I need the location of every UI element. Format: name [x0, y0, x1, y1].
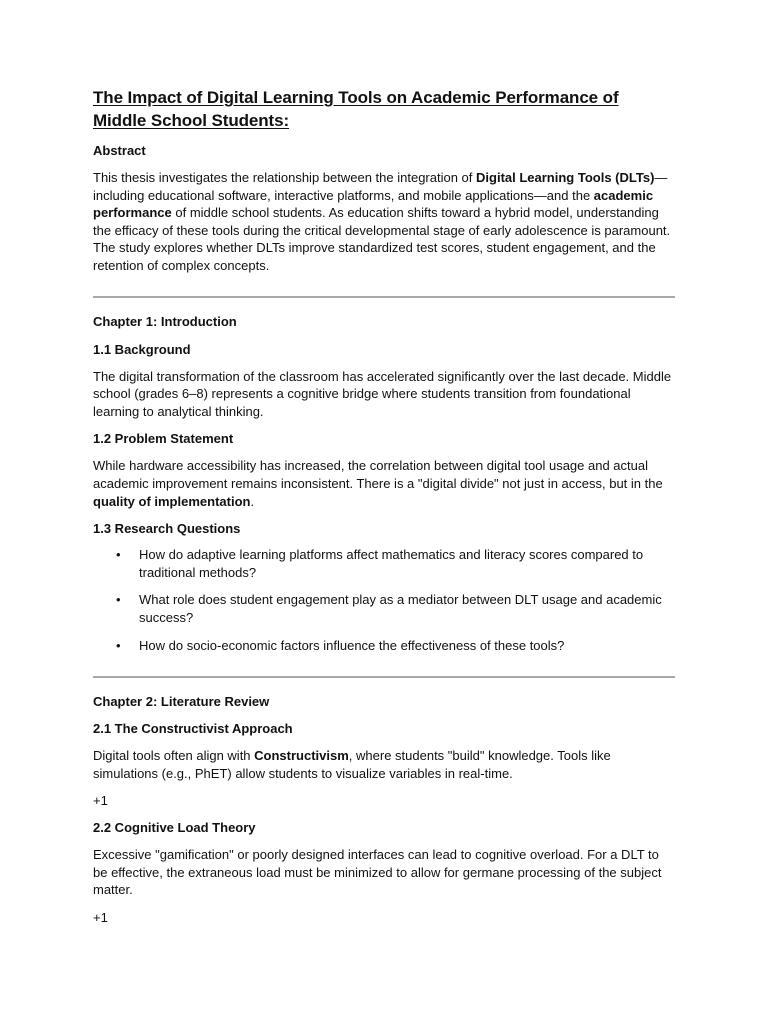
bullet-icon: •	[116, 637, 121, 653]
section-1-2-paragraph	[93, 457, 675, 510]
constructivist-text-1: Digital tools often align with	[93, 748, 255, 764]
section-2-2-heading: 2.2 Cognitive Load Theory	[93, 820, 256, 836]
question-text: What role does student engagement play as a mediator between DLT usage and academic success?	[139, 592, 662, 625]
list-item	[93, 546, 675, 581]
chapter2-heading: Chapter 2: Literature Review	[93, 694, 270, 710]
section-1-1-heading: 1.1 Background	[93, 341, 191, 357]
constructivist-text-2: , where students "build" knowledge. Tools like simulations (e.g., PhET) allow students to visualize variables in real-time.	[93, 748, 611, 781]
abstract-text-3: of middle school students. As education shifts toward a hybrid model, understanding the efficacy of these tools during the critical developmental stage of early adolescence is paramount. The study explores whether DLTs improve standardized test scores, student engagement, and the retention of complex concepts.	[93, 205, 671, 273]
bullet-icon: •	[116, 547, 121, 563]
citation-marker: +1	[93, 793, 108, 809]
research-questions-list	[93, 546, 675, 654]
abstract-paragraph	[93, 169, 675, 275]
problem-bold-quality: quality of implementation	[93, 493, 251, 509]
abstract-heading: Abstract	[93, 143, 146, 158]
section-divider-1	[93, 296, 675, 298]
section-2-1-heading: 2.1 The Constructivist Approach	[93, 721, 293, 737]
bullet-icon: •	[116, 592, 121, 608]
question-text: How do adaptive learning platforms affect mathematics and literacy scores compared to traditional methods?	[139, 547, 644, 580]
problem-text-2: .	[250, 493, 255, 509]
section-1-2-heading: 1.2 Problem Statement	[93, 431, 234, 447]
section-1-1-paragraph: The digital transformation of the classroom has accelerated significantly over the last decade. Middle school (grades 6–8) represents a cognitive bridge where students transition from foundational learning to analytical thinking.	[93, 368, 672, 419]
section-2-2-paragraph: Excessive "gamification" or poorly designed interfaces can lead to cognitive overload. For a DLT to be effective, the extraneous load must be minimized to allow for germane processing of the subject matter.	[93, 847, 662, 898]
document-page	[93, 86, 675, 926]
question-text: How do socio-economic factors influence the effectiveness of these tools?	[139, 637, 565, 653]
abstract-text-1: This thesis investigates the relationship between the integration of	[93, 170, 477, 185]
citation-marker: +1	[93, 910, 108, 926]
document-title: The Impact of Digital Learning Tools on Academic Performance of Middle School Students:	[93, 88, 619, 130]
problem-text-1: While hardware accessibility has increased, the correlation between digital tool usage and actual academic improvement remains inconsistent. There is a "digital divide" not just in access, but in the	[93, 458, 663, 491]
abstract-text-2: —including educational software, interactive platforms, and mobile applications—and the	[93, 170, 668, 203]
section-1-3-heading: 1.3 Research Questions	[93, 521, 241, 537]
list-item	[93, 637, 675, 655]
chapter1-heading: Chapter 1: Introduction	[93, 313, 237, 329]
constructivist-bold: Constructivism	[254, 748, 349, 764]
list-item	[93, 591, 675, 626]
abstract-bold-dlts: Digital Learning Tools (DLTs)	[476, 170, 655, 185]
section-2-1-paragraph	[93, 747, 675, 782]
section-divider-2	[93, 676, 675, 678]
abstract-bold-performance: academic performance	[93, 187, 654, 221]
